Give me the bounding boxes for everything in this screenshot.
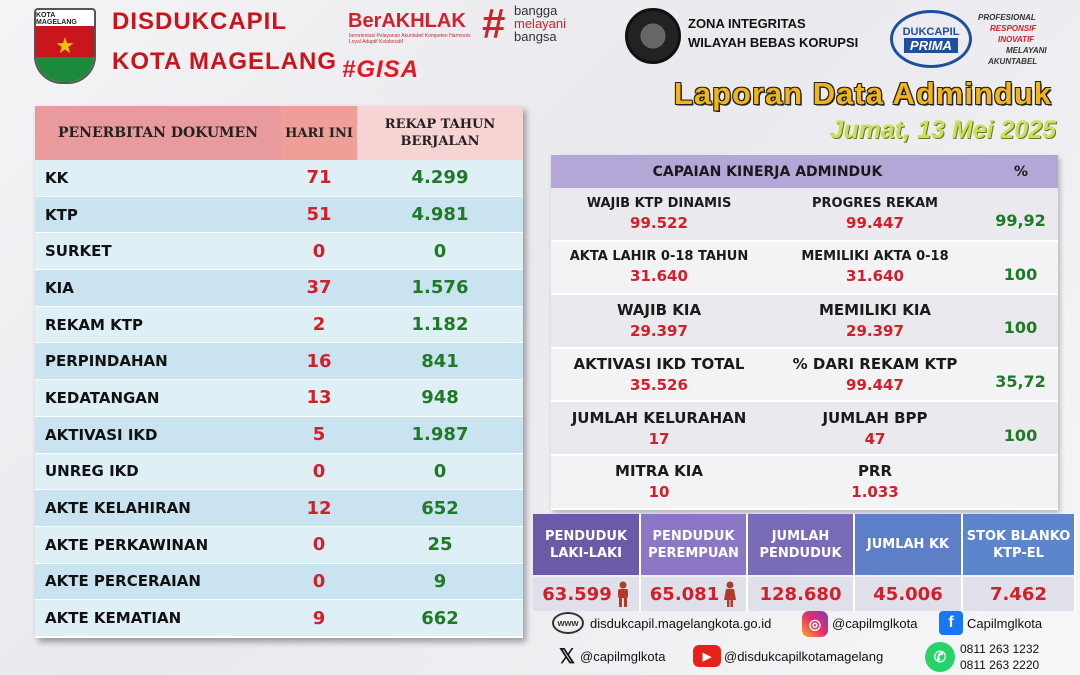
prima-text: PRIMA (904, 38, 958, 53)
doc-year: 25 (427, 534, 453, 556)
prima-tag: PROFESIONAL (978, 13, 1036, 22)
kinerja-row (551, 242, 1058, 296)
doc-today: 12 (306, 497, 332, 519)
x-handle[interactable]: @capilmglkota (580, 649, 666, 664)
facebook-handle[interactable]: Capilmglkota (967, 616, 1043, 631)
kinerja-cell-left (551, 196, 767, 232)
doc-today: 0 (312, 460, 326, 482)
report-title: Laporan Data Adminduk (673, 76, 1052, 111)
table-row (35, 490, 523, 527)
kinerja-cell-left (551, 462, 767, 501)
report-date: Jumat, 13 Mei 2025 (829, 116, 1056, 144)
table-row (35, 197, 523, 234)
doc-name: AKTE KEMATIAN (45, 609, 182, 628)
kinerja-value: 17 (648, 429, 670, 448)
stat-value: 45.006 (873, 583, 943, 605)
doc-year: 1.576 (411, 277, 469, 299)
kinerja-value: 31.640 (630, 267, 688, 286)
kinerja-row (551, 349, 1058, 403)
table-row (35, 160, 523, 197)
kinerja-value: 29.397 (846, 322, 904, 341)
table-row (35, 307, 523, 344)
doc-today: 37 (306, 277, 332, 299)
doc-year: 1.987 (411, 424, 469, 446)
kinerja-percent: 100 (1003, 264, 1038, 284)
kinerja-label: % DARI REKAM KTP (792, 355, 958, 374)
doc-name: KEDATANGAN (45, 388, 160, 407)
kinerja-cell-right (767, 355, 983, 394)
penduduk-stats (533, 514, 1076, 609)
kinerja-label: MITRA KIA (615, 462, 703, 481)
doc-name: AKTE PERKAWINAN (45, 535, 209, 554)
kinerja-percent (983, 475, 1058, 489)
stat-value: 128.680 (759, 583, 842, 605)
melayani-word: melayani (514, 16, 567, 31)
kinerja-cell-right (767, 249, 983, 285)
kinerja-cell-right (767, 409, 983, 448)
kinerja-percent: 99,92 (995, 211, 1046, 231)
youtube-handle[interactable]: @disdukcapilkotamagelang (724, 649, 884, 664)
doc-today: 0 (312, 534, 326, 556)
table-body (35, 160, 523, 637)
stat-value: 63.599 (542, 583, 612, 605)
zona-line1: ZONA INTEGRITAS (688, 16, 806, 31)
stat-value-cell (748, 577, 855, 611)
kinerja-row (551, 402, 1058, 456)
stat-value: 65.081 (649, 583, 720, 605)
stat-value-cell (641, 577, 748, 611)
kinerja-label: JUMLAH BPP (822, 408, 928, 427)
www-globe-icon: www (552, 612, 584, 634)
logo-emblem-icon (36, 26, 94, 82)
capaian-kinerja-panel (551, 155, 1058, 510)
doc-today: 0 (312, 240, 326, 262)
doc-name: KTP (45, 205, 78, 224)
stat-header: JUMLAH KK (855, 514, 963, 575)
brand-title-line1: DISDUKCAPIL (112, 8, 288, 35)
dukcapil-text: DUKCAPIL (902, 25, 960, 38)
doc-name: PERPINDAHAN (45, 352, 168, 371)
doc-name: SURKET (45, 242, 112, 261)
doc-name: REKAM KTP (45, 315, 144, 334)
kinerja-value: 47 (864, 429, 886, 448)
doc-year: 948 (421, 387, 459, 409)
youtube-icon[interactable]: ▶ (693, 645, 721, 667)
doc-year: 841 (421, 350, 459, 372)
kinerja-value: 10 (648, 483, 670, 502)
doc-year: 4.981 (411, 204, 469, 226)
female-person-icon (723, 581, 737, 607)
facebook-icon[interactable]: f (939, 611, 963, 635)
stat-value-cell (963, 577, 1076, 611)
prima-tag: MELAYANI (1006, 46, 1047, 55)
kinerja-cell-left (551, 355, 767, 394)
dukcapil-prima-logo (890, 10, 972, 68)
doc-year: 0 (433, 460, 447, 482)
table-row (35, 270, 523, 307)
stat-header: PENDUDUK PEREMPUAN (641, 514, 748, 575)
table-header (35, 106, 523, 160)
doc-name: AKTIVASI IKD (45, 425, 158, 444)
stats-values (533, 577, 1076, 611)
kinerja-row (551, 456, 1058, 510)
whatsapp-number-1[interactable]: 0811 263 1232 (960, 642, 1040, 656)
doc-year: 1.182 (411, 314, 469, 336)
table-row (35, 527, 523, 564)
table-row (35, 417, 523, 454)
kinerja-pct-header: % (1013, 163, 1029, 180)
kinerja-cell-right (767, 196, 983, 232)
doc-today: 71 (306, 167, 332, 189)
berakhlak-logo: BerAKHLAK (348, 10, 466, 32)
prima-tag: AKUNTABEL (988, 57, 1038, 66)
zona-line2: WILAYAH BEBAS KORUPSI (688, 35, 859, 50)
berakhlak-subtitle: berorientasi Pelayanan Akuntabel Kompeten Harmonis Loyal Adaptif Kolaboratif (349, 33, 471, 45)
zona-integritas (688, 14, 858, 52)
table-row (35, 380, 523, 417)
doc-year: 662 (421, 607, 459, 629)
prima-tag: RESPONSIF (990, 24, 1037, 33)
hashtag-icon: # (482, 0, 506, 47)
stats-header (533, 514, 1076, 575)
kinerja-value: 35.526 (630, 376, 688, 395)
website-link[interactable]: disdukcapil.magelangkota.go.id (590, 616, 772, 631)
male-person-icon (616, 581, 630, 607)
kinerja-percent: 100 (1003, 425, 1038, 445)
doc-year: 4.299 (411, 167, 469, 189)
instagram-icon[interactable]: ◎ (802, 611, 828, 637)
kinerja-row (551, 295, 1058, 349)
header-penerbitan: PENERBITAN DOKUMEN (35, 106, 281, 160)
doc-name: UNREG IKD (45, 462, 139, 481)
kinerja-value: 1.033 (851, 483, 899, 502)
kinerja-percent: 100 (1003, 318, 1038, 338)
stat-value-cell (533, 577, 641, 611)
kinerja-label: AKTA LAHIR 0-18 TAHUN (569, 249, 749, 265)
gisa-hashtag: #GISA (342, 56, 420, 83)
kinerja-cell-left (551, 301, 767, 340)
kinerja-value: 29.397 (630, 322, 688, 341)
kinerja-label: MEMILIKI AKTA 0-18 (801, 249, 949, 265)
instagram-handle[interactable]: @capilmglkota (832, 616, 918, 631)
header-rekap: REKAP TAHUN BERJALAN (357, 106, 523, 160)
kinerja-title: CAPAIAN KINERJA ADMINDUK (652, 163, 883, 180)
header-hari-ini: HARI INI (281, 106, 357, 160)
table-row (35, 564, 523, 601)
doc-today: 5 (312, 424, 326, 446)
table-row (35, 233, 523, 270)
whatsapp-number-2[interactable]: 0811 263 2220 (960, 658, 1040, 672)
table-row (35, 454, 523, 491)
doc-today: 51 (306, 204, 332, 226)
kinerja-row (551, 188, 1058, 242)
kinerja-label: WAJIB KTP DINAMIS (586, 195, 732, 211)
doc-name: AKTE KELAHIRAN (45, 499, 191, 518)
kinerja-value: 99.447 (846, 376, 904, 395)
doc-year: 0 (433, 240, 447, 262)
stat-value: 7.462 (990, 583, 1047, 605)
logo-caption: KOTA MAGELANG (36, 12, 77, 26)
kinerja-label: AKTIVASI IKD TOTAL (573, 355, 745, 374)
prima-tag: INOVATIF (998, 35, 1035, 44)
brand-title-line2: KOTA MAGELANG (112, 48, 337, 75)
penerbitan-dokumen-table (35, 106, 523, 638)
kinerja-body (551, 188, 1058, 510)
stat-header: PENDUDUK LAKI-LAKI (533, 514, 641, 575)
doc-today: 16 (306, 350, 332, 372)
prima-tags (978, 12, 1047, 67)
kinerja-value: 99.447 (846, 213, 904, 232)
kemendagri-emblem-icon (625, 8, 681, 64)
kinerja-cell-right (767, 301, 983, 340)
stat-header: STOK BLANKO KTP-EL (963, 514, 1076, 575)
bangsa-word: bangsa (514, 29, 557, 44)
doc-today: 0 (312, 570, 326, 592)
doc-name: KK (45, 168, 69, 187)
kinerja-label: MEMILIKI KIA (818, 301, 932, 320)
table-row (35, 600, 523, 637)
stat-value-cell (855, 577, 963, 611)
whatsapp-icon[interactable]: ✆ (925, 642, 955, 672)
doc-today: 2 (312, 314, 326, 336)
kinerja-cell-right (767, 462, 983, 501)
doc-name: AKTE PERCERAIAN (45, 572, 201, 591)
doc-today: 13 (306, 387, 332, 409)
doc-year: 9 (433, 570, 447, 592)
bangga-melayani-bangsa (514, 4, 566, 43)
x-twitter-icon[interactable]: 𝕏 (558, 645, 576, 668)
kinerja-value: 99.522 (630, 213, 688, 232)
kinerja-label: WAJIB KIA (616, 301, 702, 320)
kinerja-label: JUMLAH KELURAHAN (571, 408, 747, 427)
kinerja-cell-left (551, 249, 767, 285)
kinerja-percent: 35,72 (995, 372, 1046, 392)
doc-name: KIA (45, 278, 74, 297)
kinerja-cell-left (551, 409, 767, 448)
bangga-word: bangga (514, 3, 558, 18)
table-row (35, 343, 523, 380)
doc-today: 9 (312, 607, 326, 629)
kinerja-value: 31.640 (846, 267, 904, 286)
kinerja-header (551, 155, 1058, 188)
kota-magelang-logo (34, 8, 96, 84)
kinerja-label: PRR (857, 462, 893, 481)
stat-header: JUMLAH PENDUDUK (748, 514, 855, 575)
doc-year: 652 (421, 497, 459, 519)
kinerja-label: PROGRES REKAM (811, 195, 938, 211)
